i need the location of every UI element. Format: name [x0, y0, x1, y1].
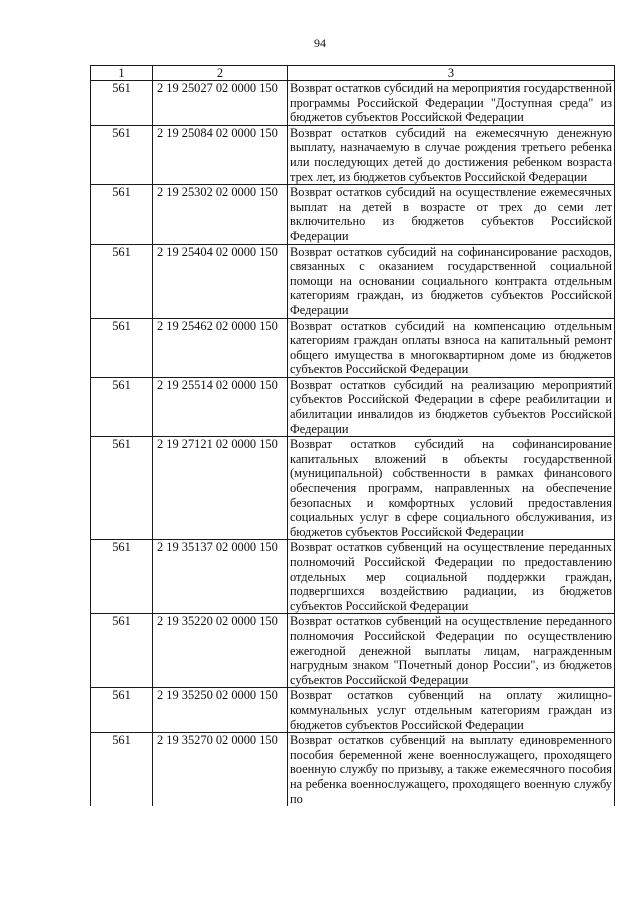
- table-row: [91, 185, 615, 244]
- description-cell: Возврат остатков субсидий на софинансирование капитальных вложений в объекты государственной (муниципальной) собственности в рамках финансового обеспечения программ, направленных на обеспечение безопасных и комфортных условий предоставления социальных услуг в сфере социального обслуживания, из бюджетов субъектов Российской Федерации: [288, 437, 615, 540]
- table-header-row: [91, 66, 615, 81]
- description-cell: Возврат остатков субсидий на ежемесячную денежную выплату, назначаемую в случае рождения третьего ребенка или последующих детей до достижения ребенком возраста трех лет, из бюджетов субъектов Российской Федерации: [288, 125, 615, 184]
- budget-code-cell: 2 19 35250 02 0000 150: [153, 688, 288, 733]
- budget-code-cell: 2 19 27121 02 0000 150: [153, 437, 288, 540]
- table-row: [91, 688, 615, 733]
- admin-code-cell: 561: [91, 733, 153, 806]
- table-row: [91, 437, 615, 540]
- table-row: [91, 125, 615, 184]
- description-cell: Возврат остатков субсидий на компенсацию отдельным категориям граждан оплаты взноса на капитальный ремонт общего имущества в многоквартирном доме из бюджетов субъектов Российской Федерации: [288, 318, 615, 377]
- table-row: [91, 733, 615, 806]
- description-cell: Возврат остатков субвенций на выплату единовременного пособия беременной жене военнослужащего, проходящего военную службу по призыву, а также ежемесячного пособия на ребенка военнослужащего, проходящего военную службу по: [288, 733, 615, 806]
- budget-code-cell: 2 19 25027 02 0000 150: [153, 81, 288, 126]
- admin-code-cell: 561: [91, 81, 153, 126]
- budget-code-cell: 2 19 35270 02 0000 150: [153, 733, 288, 806]
- budget-code-cell: 2 19 25302 02 0000 150: [153, 185, 288, 244]
- budget-code-cell: 2 19 25404 02 0000 150: [153, 244, 288, 318]
- budget-code-cell: 2 19 25462 02 0000 150: [153, 318, 288, 377]
- description-cell: Возврат остатков субвенций на оплату жилищно-коммунальных услуг отдельным категориям граждан из бюджетов субъектов Российской Федерации: [288, 688, 615, 733]
- description-cell: Возврат остатков субсидий на реализацию мероприятий субъектов Российской Федерации в сфере реабилитации и абилитации инвалидов из бюджетов субъектов Российской Федерации: [288, 377, 615, 436]
- admin-code-cell: 561: [91, 688, 153, 733]
- admin-code-cell: 561: [91, 437, 153, 540]
- admin-code-cell: 561: [91, 244, 153, 318]
- table-row: [91, 81, 615, 126]
- budget-code-cell: 2 19 35137 02 0000 150: [153, 540, 288, 614]
- column-header-2: 2: [153, 66, 288, 81]
- table-row: [91, 244, 615, 318]
- column-header-1: 1: [91, 66, 153, 81]
- admin-code-cell: 561: [91, 185, 153, 244]
- description-cell: Возврат остатков субсидий на мероприятия государственной программы Российской Федерации "Доступная среда" из бюджетов субъектов Российской Федерации: [288, 81, 615, 126]
- budget-code-cell: 2 19 25514 02 0000 150: [153, 377, 288, 436]
- admin-code-cell: 561: [91, 318, 153, 377]
- description-cell: Возврат остатков субвенций на осуществление переданного полномочия Российской Федерации по осуществлению ежегодной денежной выплаты лицам, награжденным нагрудным знаком "Почетный донор России", из бюджетов субъектов Российской Федерации: [288, 614, 615, 688]
- table-row: [91, 318, 615, 377]
- admin-code-cell: 561: [91, 540, 153, 614]
- admin-code-cell: 561: [91, 125, 153, 184]
- table-row: [91, 614, 615, 688]
- budget-code-cell: 2 19 25084 02 0000 150: [153, 125, 288, 184]
- description-cell: Возврат остатков субсидий на осуществление ежемесячных выплат на детей в возрасте от трех до семи лет включительно из бюджетов субъектов Российской Федерации: [288, 185, 615, 244]
- description-cell: Возврат остатков субсидий на софинансирование расходов, связанных с оказанием государственной социальной помощи на основании социального контракта отдельным категориям граждан, из бюджетов субъектов Российской Федерации: [288, 244, 615, 318]
- budget-code-cell: 2 19 35220 02 0000 150: [153, 614, 288, 688]
- page-number: 94: [314, 36, 326, 50]
- admin-code-cell: 561: [91, 614, 153, 688]
- column-header-3: 3: [288, 66, 615, 81]
- description-cell: Возврат остатков субвенций на осуществление переданных полномочий Российской Федерации по предоставлению отдельных мер социальной поддержки граждан, подвергшихся воздействию радиации, из бюджетов субъектов Российской Федерации: [288, 540, 615, 614]
- admin-code-cell: 561: [91, 377, 153, 436]
- table-row: [91, 377, 615, 436]
- table-row: [91, 540, 615, 614]
- budget-codes-table: [90, 65, 615, 806]
